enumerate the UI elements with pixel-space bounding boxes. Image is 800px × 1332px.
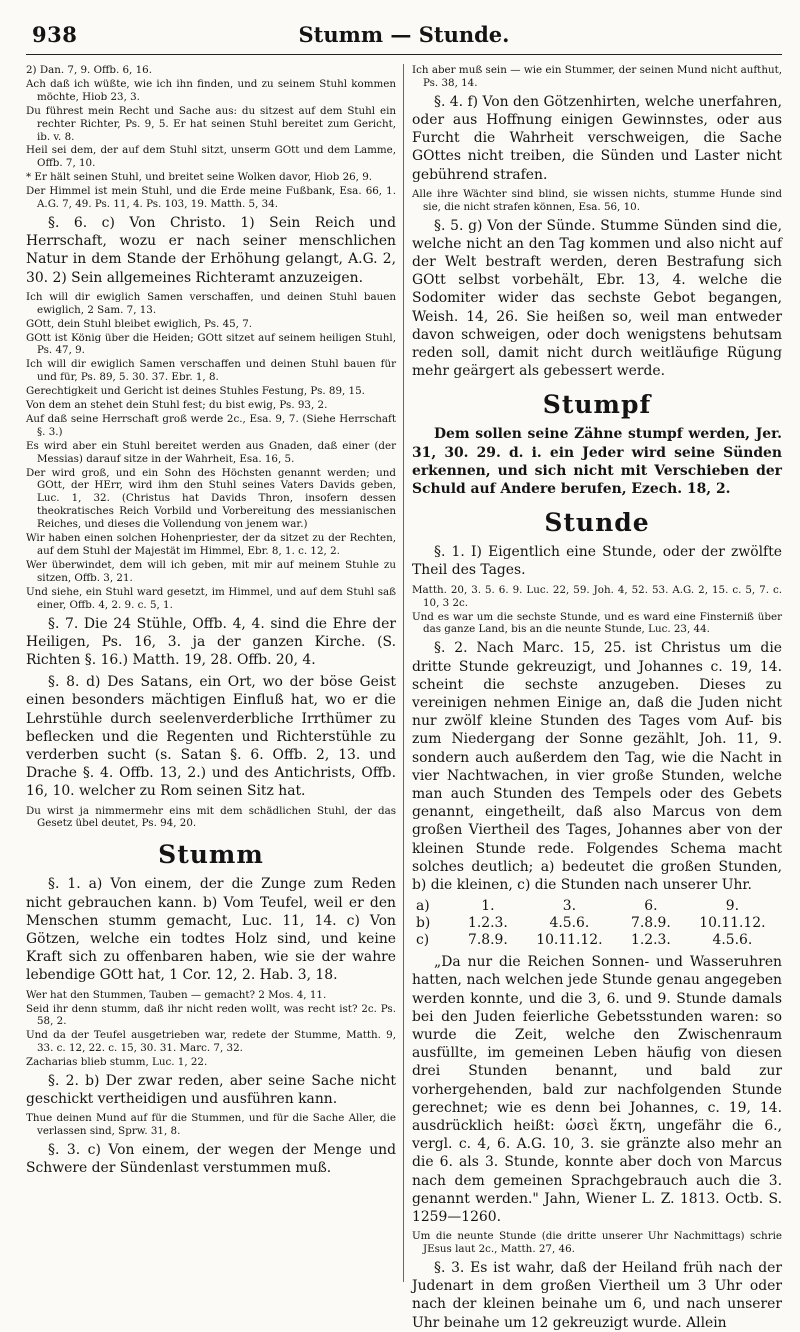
schema-cell: 6. — [644, 898, 658, 915]
reference-line: Alle ihre Wächter sind blind, sie wissen nichts, stumme Hunde sind sie, die nicht strafen können, Esa. 56, 10. — [412, 187, 782, 213]
reference-line: Und siehe, ein Stuhl ward gesetzt, im Himmel, und auf dem Stuhl saß einer, Offb. 4, 2. 9. c. 5, 1. — [26, 585, 396, 611]
reference-line: Wer überwindet, dem will ich geben, mit mir auf meinem Stuhle zu sitzen, Offb. 3, 21. — [26, 558, 396, 584]
dictionary-page — [26, 20, 782, 1331]
section-paragraph: §. 2. Nach Marc. 15, 25. ist Christus um die dritte Stunde gekreuzigt, und Johannes c. 19, 14. scheint die sechste anzugeben. Dieses zu vereinigen nehmen Einige an, daß die Juden nicht nur zwölf kleine Stunden des Tages vom Auf- bis zum Niedergang der Sonne gezählt, Joh. 11, 9. sondern auch außerdem den Tag, wie die Nacht in vier Nachtwachen, in vier große Stunden, welche man auch Stunden des Tempels oder des Gebets genannt, eingetheilt, daß also Marcus von dem großen Viertheil des Tages, Johannes aber von der kleinen Stunde rede. Folgendes Schema macht solches deutlich; a) bedeutet die großen Stunden, b) die kleinen, c) die Stunden nach unserer Uhr. — [412, 640, 782, 893]
schema-cell: 10.11.12. — [699, 915, 766, 932]
section-paragraph: §. 1. I) Eigentlich eine Stunde, oder der zwölfte Theil des Tages. — [412, 544, 782, 579]
reference-line: Du wirst ja nimmermehr eins mit dem schädlichen Stuhl, der das Gesetz übel deutet, Ps. 94, 20. — [26, 804, 396, 830]
reference-line: Der wird groß, und ein Sohn des Höchsten genannt werden; und GOtt, der HErr, wird ihm den Stuhl seines Vaters Davids geben, Luc. 1, 32. (Christus hat Davids Thron, insofern dessen theokratisches Reich Vorbild und Vorbereitung des messianischen Reiches, und dieses die Vollendung von jenem war.) — [26, 466, 396, 531]
reference-line: Ich will dir ewiglich Samen verschaffen und deinen Stuhl bauen für und für, Ps. 89, 5. 30. 37. Ebr. 1, 8. — [26, 358, 396, 384]
right-column — [412, 64, 782, 1331]
reference-line: Auf daß seine Herrschaft groß werde 2c., Esa. 9, 7. (Siehe Herrschaft §. 3.) — [26, 412, 396, 438]
hours-schema-table — [412, 898, 782, 949]
schema-cell: 3. — [562, 898, 577, 915]
schema-row-label: b) — [416, 915, 431, 932]
reference-line: Du führest mein Recht und Sache aus: du sitzest auf dem Stuhl ein rechter Richter, Ps. 9, 5. Er hat seinen Stuhl bereitet zum Gericht, ib. v. 8. — [26, 104, 396, 143]
section-paragraph: §. 8. d) Des Satans, ein Ort, wo der böse Geist einen besonders mächtigen Einfluß hat, wo er die Lehrstühle durch seelenverderbliche Irrthümer zu beflecken und die Regenten und Richterstühle zu verderben sucht (s. Satan §. 6. Offb. 2, 13. und Drache §. 4. Offb. 13, 2.) und des Antichrists, Offb. 16, 10. welcher zu Rom seinen Sitz hat. — [26, 674, 396, 800]
schema-row — [412, 898, 782, 915]
schema-cell: 4.5.6. — [549, 915, 590, 932]
reference-line: Wir haben einen solchen Hohenpriester, der da sitzet zu der Rechten, auf dem Stuhl der Majestät im Himmel, Ebr. 8, 1. c. 12, 2. — [26, 532, 396, 557]
reference-line: Wer hat den Stummen, Tauben — gemacht? 2 Mos. 4, 11. — [26, 988, 327, 1001]
entry-heading-stumm: Stumm — [158, 840, 264, 870]
reference-line: Seid ihr denn stumm, daß ihr nicht reden wollt, was recht ist? 2c. Ps. 58, 2. — [26, 1002, 396, 1028]
schema-row-label: a) — [416, 898, 430, 915]
schema-cell: 1.2.3. — [630, 932, 671, 949]
reference-line: Und da der Teufel ausgetrieben war, redete der Stumme, Matth. 9, 33. c. 12, 22. c. 15, 30. 31. Marc. 7, 32. — [26, 1029, 396, 1055]
section-paragraph: §. 2. b) Der zwar reden, aber seine Sache nicht geschickt vertheidigen und ausführen kann. — [26, 1073, 396, 1108]
reference-line: Thue deinen Mund auf für die Stummen, und für die Sache Aller, die verlassen sind, Sprw. 31, 8. — [26, 1112, 396, 1138]
reference-line: Matth. 20, 3. 5. 6. 9. Luc. 22, 59. Joh. 4, 52. 53. A.G. 2, 15. c. 5, 7. c. 10, 3 2c. — [412, 583, 782, 609]
entry-heading-stumpf: Stumpf — [542, 390, 652, 420]
page-number: 938 — [32, 22, 78, 47]
reference-line: Um die neunte Stunde (die dritte unserer Uhr Nachmittags) schrie JEsus laut 2c., Matth. 27, 46. — [412, 1230, 782, 1256]
reference-line: Und es war um die sechste Stunde, und es ward eine Finsterniß über das ganze Land, bis an die neunte Stunde, Luc. 23, 44. — [412, 610, 782, 636]
page-header — [26, 20, 782, 55]
running-head: Stumm — Stunde. — [298, 22, 510, 47]
schema-cell: 1. — [481, 898, 495, 915]
section-paragraph: §. 7. Die 24 Stühle, Offb. 4, 4. sind die Ehre der Heiligen, Ps. 16, 3. ja der ganzen Kirche. (S. Richten §. 16.) Matth. 19, 28. Offb. 20, 4. — [26, 615, 396, 668]
reference-line: Ach daß ich wüßte, wie ich ihn finden, und zu seinem Stuhl kommen möchte, Hiob 23, 3. — [26, 77, 396, 103]
section-paragraph: §. 3. Es ist wahr, daß der Heiland früh nach der Judenart in dem großen Viertheil um 3 Uhr oder nach der kleinen beinahe um 6, und nach unserer Uhr beinahe um 12 gekreuzigt wurde. Allein — [412, 1260, 782, 1331]
reference-line: GOtt, dein Stuhl bleibet ewiglich, Ps. 45, 7. — [26, 317, 253, 330]
reference-line: * Er hält seinen Stuhl, und breitet seine Wolken davor, Hiob 26, 9. — [26, 171, 373, 184]
schema-row-label: c) — [416, 932, 430, 949]
reference-line: Heil sei dem, der auf dem Stuhl sitzt, unserm GOtt und dem Lamme, Offb. 7, 10. — [26, 144, 396, 170]
schema-cell: 4.5.6. — [712, 932, 753, 949]
reference-line: 2) Dan. 7, 9. Offb. 6, 16. — [26, 64, 152, 76]
schema-cell: 7.8.9. — [630, 915, 671, 932]
reference-line: Von dem an stehet dein Stuhl fest; du bist ewig, Ps. 93, 2. — [26, 399, 328, 412]
schema-cell: 9. — [725, 898, 740, 915]
entry-lead-text: Dem sollen seine Zähne stumpf werden, Jer. 31, 30. 29. d. i. ein Jeder wird seine Sünden erkennen, und sich nicht mit Verschieben der Schuld auf Andere berufen, Ezech. 18, 2. — [412, 426, 782, 498]
section-paragraph: §. 4. f) Von den Götzenhirten, welche unerfahren, oder aus Hoffnung einigen Gewinnstes, oder aus Furcht die Wahrheit verschweigen, die Sache GOttes nicht treiben, die Sünden und Laster nicht gebührend strafen. — [412, 93, 782, 183]
schema-row — [412, 932, 782, 949]
reference-line: Es wird aber ein Stuhl bereitet werden aus Gnaden, daß einer (der Messias) darauf sitze in der Wahrheit, Esa. 16, 5. — [26, 439, 396, 465]
left-column — [26, 64, 396, 1282]
reference-line: GOtt ist König über die Heiden; GOtt sitzet auf seinem heiligen Stuhl, Ps. 47, 9. — [26, 331, 396, 357]
entry-heading-stunde: Stunde — [544, 508, 650, 538]
schema-cell: 1.2.3. — [468, 915, 508, 932]
text-columns — [26, 64, 782, 1331]
schema-row — [412, 915, 782, 932]
reference-line: Gerechtigkeit und Gericht ist deines Stuhles Festung, Ps. 89, 15. — [26, 385, 365, 398]
reference-line: Der Himmel ist mein Stuhl, und die Erde meine Fußbank, Esa. 66, 1. A.G. 7, 49. Ps. 11, 4. Ps. 103, 19. Matth. 5, 34. — [26, 185, 396, 211]
schema-cell: 10.11.12. — [536, 932, 603, 949]
section-paragraph: §. 6. c) Von Christo. 1) Sein Reich und Herrschaft, wozu er nach seiner menschlichen Natur in dem Stande der Erhöhung gelangt, A.G. 2, 30. 2) Sein allgemeines Richteramt anzuzeigen. — [26, 214, 396, 286]
section-paragraph: §. 1. a) Von einem, der die Zunge zum Reden nicht gebrauchen kann. b) Vom Teufel, weil er den Menschen stumm gemacht, Luc. 11, 14. c) Von Götzen, welche ein todtes Holz sind, und keine Kraft sich zu offenbaren haben, wie sie der wahre lebendige GOtt hat, 1 Cor. 12, 2. Hab. 3, 18. — [26, 876, 396, 984]
quotation-paragraph: „Da nur die Reichen Sonnen- und Wasseruhren hatten, nach welchen jede Stunde genau angegeben werden konnte, und die 3, 6. und 9. Stunde damals bei den Juden feierliche Gebetsstunden waren: so wurde die Zeit, welche den Zwischenraum ausfüllte, im gemeinen Leben häufig von diesen drei Stunden benannt, und bald zur vorhergehenden, bald zur nachfolgenden Stunde gerechnet; wie es denn bei Johannes, c. 19, 14. ausdrücklich heißt: ὡσεὶ ἕκτη, ungefähr die 6., vergl. c. 4, 6. A.G. 10, 3. sie gränzte also mehr an die 6. als 3. Stunde, konnte aber doch von Marcus nach dem gemeinen Sprachgebrauch auch die 3. genannt werden." Jahn, Wiener L. Z. 1813. Octb. S. 1259—1260. — [412, 954, 782, 1225]
reference-line: Ich aber muß sein — wie ein Stummer, der seinen Mund nicht aufthut, Ps. 38, 14. — [412, 64, 782, 89]
section-paragraph: §. 3. c) Von einem, der wegen der Menge und Schwere der Sündenlast verstummen muß. — [26, 1142, 396, 1177]
reference-line: Zacharias blieb stumm, Luc. 1, 22. — [26, 1056, 208, 1069]
section-paragraph: §. 5. g) Von der Sünde. Stumme Sünden sind die, welche nicht an den Tag kommen und also nicht auf der Welt bestraft werden, deren Bestrafung sich GOtt selbst vorbehält, Ebr. 13, 4. welche die Sodomiter wider das sechste Gebot begangen, Weish. 14, 26. Sie heißen so, weil man entweder davon schweigen, oder doch wenigstens behutsam reden soll, damit nicht durch weitläufige Rügung mehr geärgert als gebessert werde. — [412, 217, 782, 380]
reference-line: Ich will dir ewiglich Samen verschaffen, und deinen Stuhl bauen ewiglich, 2 Sam. 7, 13. — [26, 290, 396, 316]
schema-cell: 7.8.9. — [468, 932, 508, 949]
